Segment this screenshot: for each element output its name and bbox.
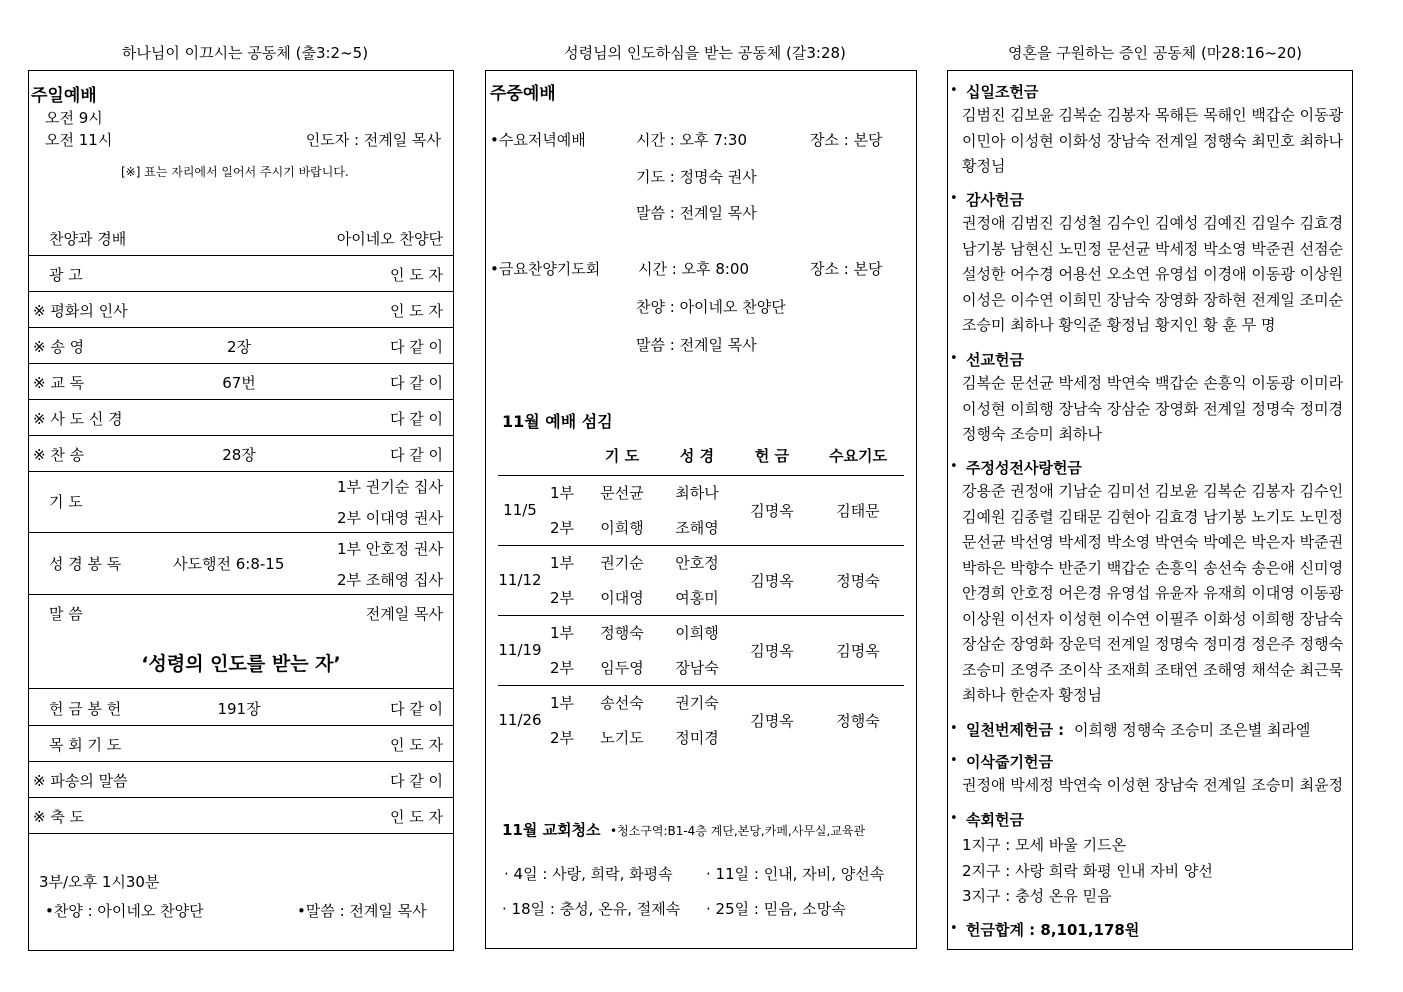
duty-part: 1부 <box>549 484 575 503</box>
bullet-icon: • <box>950 459 958 474</box>
duty-date: 11/19 <box>498 641 542 659</box>
order-row <box>29 435 453 472</box>
offering-total: 헌금합계 : 8,101,178원 <box>966 921 1140 939</box>
duty-date: 11/12 <box>498 571 542 589</box>
friday-service-name: •금요찬양기도회 <box>490 260 601 278</box>
duty-prayer: 송선숙 <box>600 694 644 713</box>
duty-part: 2부 <box>549 729 575 747</box>
order-row <box>29 291 453 328</box>
duty-scripture: 조해영 <box>675 518 719 537</box>
duty-prayer: 권기순 <box>600 554 644 573</box>
mission-title: 선교헌금 <box>966 351 1024 369</box>
order-item: 기 도 <box>49 493 83 511</box>
order-leader: 인 도 자 <box>389 808 443 826</box>
order-item: 목 회 기 도 <box>49 736 122 754</box>
duty-prayer: 노기도 <box>600 729 644 747</box>
column3-header: 영혼을 구원하는 증인 공동체 (마28:16~20) <box>1007 44 1303 62</box>
duty-offering: 김명옥 <box>750 711 794 730</box>
scripture-passage: 사도행전 6:8-15 <box>173 555 285 573</box>
thanks-names: 권정애 김범진 김성철 김수인 김예성 김예진 김일수 김효경 남기봉 남현신 노민정 문선균 박세정 박소영 박준권 선점순 설성한 어수경 어용선 오소연 유영섭 이경애 이동광 이상원 이성은 이수연 이희민 장남숙 장영화 장하현 전계일 조미순 조승미 최하나 황익준 황정님 황지인 황 훈 무 명 <box>962 214 1344 334</box>
duty-scripture: 안호정 <box>675 554 719 573</box>
table-row <box>498 545 904 580</box>
standing-note: [※] 표는 자리에서 일어서 주시기 바랍니다. <box>121 165 349 179</box>
order-item: 성 경 봉 독 <box>49 555 122 573</box>
order-leader: 아이네오 찬양단 <box>336 230 443 248</box>
duty-date: 11/26 <box>498 711 542 730</box>
bullet-icon: • <box>950 811 958 826</box>
third-service-word: •말씀 : 전계일 목사 <box>297 902 427 920</box>
prayer-second: 2부 이대영 권사 <box>336 509 443 527</box>
order-leader: 다 같 이 <box>389 446 443 464</box>
third-service-time: 3부/오후 1시30분 <box>39 873 160 891</box>
order-item: 헌 금 봉 헌 <box>49 700 122 718</box>
bullet-icon: • <box>950 753 958 768</box>
duty-scripture: 장남숙 <box>675 658 719 677</box>
duty-offering: 김명옥 <box>750 501 794 520</box>
order-leader: 다 같 이 <box>389 772 443 790</box>
order-leader: 다 같 이 <box>389 700 443 718</box>
order-row <box>29 327 453 364</box>
duty-scripture: 권기숙 <box>675 694 719 713</box>
duty-part: 2부 <box>549 588 575 607</box>
header-scripture: 성 경 <box>679 447 715 466</box>
day1000-names: 이희행 정행숙 조승미 조은별 최라엘 <box>1074 721 1311 739</box>
service-duty-title: 11월 예배 섬김 <box>502 412 613 431</box>
duty-wednesday: 김명옥 <box>836 641 880 660</box>
group-title: 속회헌금 <box>966 811 1024 829</box>
friday-praise: 찬양 : 아이네오 찬양단 <box>636 298 786 316</box>
order-item: ※ 사 도 신 경 <box>33 410 123 428</box>
weekday-service-title: 주중예배 <box>490 84 556 104</box>
duty-scripture: 이희행 <box>675 624 719 643</box>
order-leader: 다 같 이 <box>389 374 443 392</box>
bullet-icon: • <box>950 191 958 206</box>
duty-wednesday: 김태문 <box>836 501 880 520</box>
duty-scripture: 정미경 <box>675 729 719 747</box>
header-prayer: 기 도 <box>604 447 640 466</box>
offerings-panel <box>947 70 1353 950</box>
duty-part: 2부 <box>549 658 575 677</box>
bullet-icon: • <box>950 921 958 936</box>
order-row <box>29 797 453 834</box>
group-district: 1지구 : 모세 바울 기드온 <box>962 836 1127 854</box>
table-row <box>498 685 904 720</box>
mission-names: 김복순 문선균 박세정 박연숙 백갑순 손흥익 이동광 이미라 이성현 이희행 장남숙 장삼순 장영화 전계일 정명숙 정미경 정행숙 조승미 최하나 <box>962 374 1344 443</box>
header-wednesday: 수요기도 <box>829 447 887 466</box>
sunday-service-panel <box>28 70 454 951</box>
order-hymn: 28장 <box>222 446 256 464</box>
order-leader: 인 도 자 <box>389 302 443 320</box>
service-time-2: 오전 11시 <box>45 131 113 149</box>
tithe-title: 십일조헌금 <box>966 83 1039 101</box>
prayer-first: 1부 권기순 집사 <box>336 478 443 496</box>
friday-word: 말씀 : 전계일 목사 <box>636 336 757 354</box>
column2-header: 성령님의 인도하심을 받는 공동체 (갈3:28) <box>564 44 846 62</box>
order-item: ※ 교 독 <box>33 374 85 392</box>
order-row <box>29 761 453 798</box>
duty-part: 1부 <box>549 694 575 713</box>
group-district: 2지구 : 사랑 희락 화평 인내 자비 양선 <box>962 862 1213 880</box>
sermon-title: ‘성령의 인도를 받는 자’ <box>141 653 341 675</box>
order-hymn: 191장 <box>217 700 261 718</box>
order-item: ※ 찬 송 <box>33 446 85 464</box>
order-row <box>29 689 453 726</box>
sunday-service-title: 주일예배 <box>31 86 97 106</box>
duty-part: 2부 <box>549 518 575 537</box>
cleaning-day: · 11일 : 인내, 자비, 양선속 <box>706 865 885 883</box>
day1000-title: 일천번제헌금 : <box>966 721 1065 739</box>
order-leader: 인 도 자 <box>389 736 443 754</box>
weekday-service-panel <box>485 70 917 949</box>
group-district: 3지구 : 충성 온유 믿음 <box>962 887 1112 905</box>
order-row <box>29 219 453 256</box>
header-offering: 헌 금 <box>754 447 790 466</box>
sanctuary-title: 주정성전사랑헌금 <box>966 459 1082 477</box>
sermon-preacher: 전계일 목사 <box>365 605 443 623</box>
wednesday-service-name: •수요저녁예배 <box>490 131 586 149</box>
duty-scripture: 여홍미 <box>675 588 719 607</box>
duty-offering: 김명옥 <box>750 641 794 660</box>
order-leader: 다 같 이 <box>389 410 443 428</box>
service-leader: 인도자 : 전계일 목사 <box>305 131 441 149</box>
order-row <box>29 725 453 762</box>
order-row-prayer <box>29 471 453 533</box>
harvest-names: 권정애 박세정 박연숙 이성현 장남숙 전계일 조승미 최윤정 <box>962 776 1344 794</box>
order-row <box>29 255 453 292</box>
table-row <box>498 615 904 650</box>
column1-header: 하나님이 이끄시는 공동체 (출3:2~5) <box>121 44 369 62</box>
tithe-names: 김범진 김보윤 김복순 김봉자 목해든 목해인 백갑순 이동광 이민아 이성현 이화성 장남숙 전계일 정행숙 최민호 최하나 황정님 <box>962 106 1344 175</box>
cleaning-day: · 18일 : 충성, 온유, 절제속 <box>502 900 681 918</box>
sermon-label: 말 씀 <box>49 605 83 623</box>
duty-wednesday: 정행숙 <box>836 711 880 730</box>
wednesday-word: 말씀 : 전계일 목사 <box>636 204 757 222</box>
thanks-title: 감사헌금 <box>966 191 1024 209</box>
sanctuary-names: 강용준 권정애 기남순 김미선 김보윤 김복순 김봉자 김수인 김예원 김종렬 김태문 김현아 김효경 남기봉 노기도 노민정 문선균 박선영 박세정 박소영 박연숙 박예은 박은자 박준권 박하은 박향수 반준기 백갑순 손흥익 송선숙 송은애 신미영 안경희 안호정 어은경 유영섭 유윤자 유재희 이대영 이동광 이상원 이선자 이성현 이수연 이필주 이화성 이희행 장남숙 장삼순 장영화 장운덕 전계일 정명숙 정미경 정은주 정행숙 조승미 조영주 조이삭 조재희 조태연 조해영 채석순 최근묵 최하나 한순자 황정님 <box>962 482 1344 704</box>
order-hymn: 2장 <box>226 338 252 356</box>
order-row <box>29 363 453 400</box>
order-item: 찬양과 경배 <box>49 230 127 248</box>
duty-part: 1부 <box>549 554 575 573</box>
scripture-first: 1부 안호정 권사 <box>336 540 443 558</box>
service-duty-table <box>498 437 904 755</box>
cleaning-title: 11월 교회청소 <box>502 821 601 839</box>
cleaning-area: •청소구역:B1-4층 계단,본당,카페,사무실,교육관 <box>610 824 866 838</box>
bullet-icon: • <box>950 83 958 98</box>
order-item: ※ 평화의 인사 <box>33 302 128 320</box>
order-row <box>29 399 453 436</box>
duty-offering: 김명옥 <box>750 571 794 590</box>
duty-wednesday: 정명숙 <box>836 571 880 590</box>
friday-service-place: 장소 : 본당 <box>810 260 883 278</box>
wednesday-service-place: 장소 : 본당 <box>810 131 883 149</box>
order-item: 광 고 <box>49 266 83 284</box>
duty-prayer: 이대영 <box>600 588 644 607</box>
harvest-title: 이삭줍기헌금 <box>966 753 1053 771</box>
bullet-icon: • <box>950 351 958 366</box>
duty-scripture: 최하나 <box>675 484 719 503</box>
order-leader: 다 같 이 <box>389 338 443 356</box>
order-item: ※ 송 영 <box>33 338 85 356</box>
friday-service-time: 시간 : 오후 8:00 <box>638 260 750 278</box>
table-row <box>498 475 904 510</box>
order-item: ※ 축 도 <box>33 808 85 826</box>
duty-prayer: 정행숙 <box>600 624 644 643</box>
scripture-second: 2부 조해영 집사 <box>336 571 443 589</box>
duty-prayer: 임두영 <box>600 658 644 677</box>
duty-date: 11/5 <box>503 501 537 519</box>
cleaning-day: · 4일 : 사랑, 희락, 화평속 <box>504 865 673 883</box>
order-item: ※ 파송의 말씀 <box>33 772 128 790</box>
wednesday-service-time: 시간 : 오후 7:30 <box>636 131 748 149</box>
third-service-praise: •찬양 : 아이네오 찬양단 <box>45 902 204 920</box>
cleaning-day: · 25일 : 믿음, 소망속 <box>706 900 846 918</box>
wednesday-prayer: 기도 : 정명숙 권사 <box>636 168 757 186</box>
bullet-icon: • <box>950 721 958 736</box>
order-leader: 인 도 자 <box>389 266 443 284</box>
duty-part: 1부 <box>549 624 575 643</box>
duty-prayer: 이희행 <box>600 518 644 537</box>
order-row-scripture <box>29 532 453 595</box>
duty-prayer: 문선균 <box>600 484 644 503</box>
order-hymn: 67번 <box>222 374 256 392</box>
service-time-1: 오전 9시 <box>45 109 103 127</box>
